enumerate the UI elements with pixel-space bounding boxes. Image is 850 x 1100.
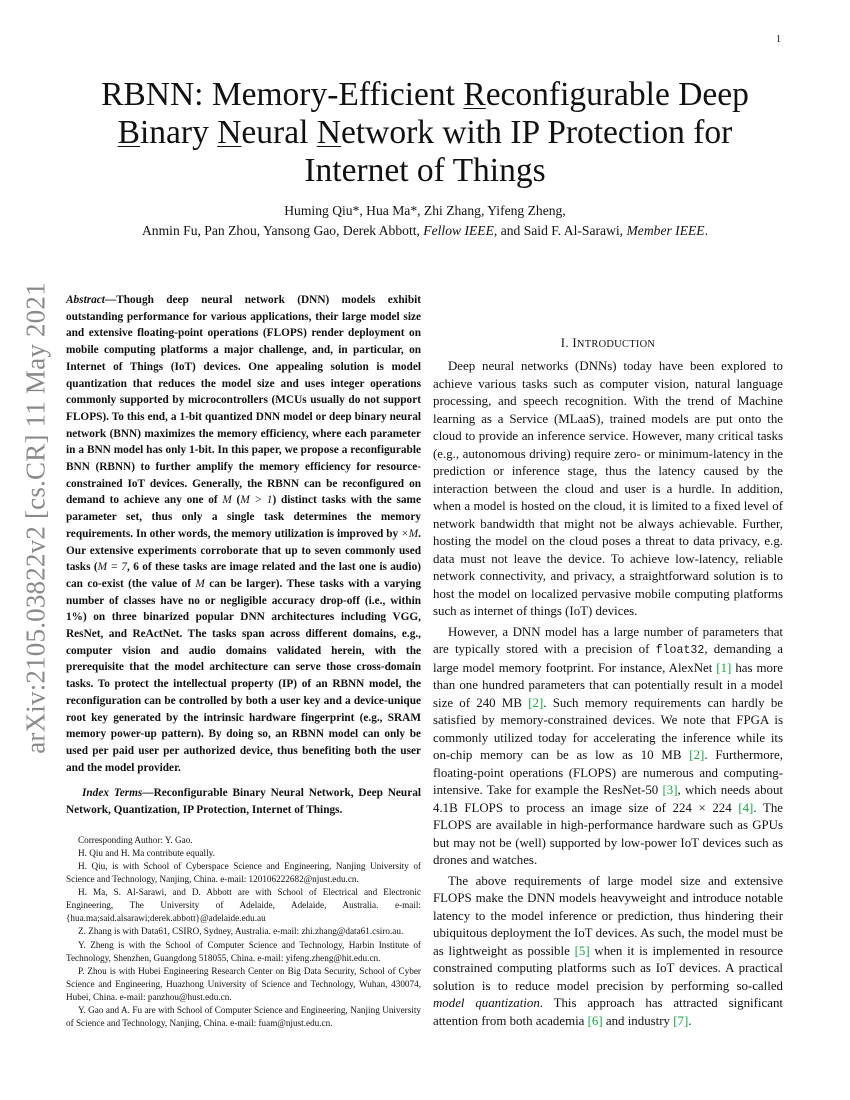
- footnote: P. Zhou is with Hubei Engineering Research Center on Big Data Security, School of Cyber Science and Engineering, Huazhong University of Science and Technology, Wuhan, 430074, Hubei, China. e-mail: panzhou@hust.edu.cn.: [66, 965, 421, 1002]
- author-line-1: Huming Qiu*, Hua Ma*, Zhi Zhang, Yifeng Zheng,: [284, 203, 566, 218]
- left-column: [66, 292, 421, 1030]
- footnote: H. Ma, S. Al-Sarawi, and D. Abbott are with School of Electrical and Electronic Engineering, The University of Adelaide, Adelaide, Australia. e-mail: {hua.ma;said.alsarawi;derek.abbott}@adelaide.edu.au: [66, 887, 421, 924]
- arxiv-watermark: [20, 282, 51, 754]
- citation-link[interactable]: [7]: [673, 1013, 689, 1028]
- citation-link[interactable]: [1]: [716, 660, 732, 675]
- index-terms-label: Index Terms: [82, 787, 143, 800]
- arxiv-id: arXiv:2105.03822v2 [cs.CR] 11 May 2021: [20, 282, 51, 754]
- citation-link[interactable]: [3]: [662, 783, 678, 797]
- inline-code: float32: [655, 644, 705, 657]
- footnote: Z. Zhang is with Data61, CSIRO, Sydney, Australia. e-mail: zhi.zhang@data61.csiro.au.: [78, 926, 404, 937]
- page-number: 1: [776, 34, 781, 45]
- citation-link[interactable]: [2]: [689, 748, 705, 762]
- section-heading-introduction: I. INTRODUCTION: [560, 336, 656, 350]
- citation-link[interactable]: [6]: [587, 1013, 603, 1028]
- index-terms: Index Terms—Reconfigurable Binary Neural Network, Deep Neural Network, Quantization, IP Protection, Internet of Things.: [66, 787, 421, 817]
- citation-link[interactable]: [4]: [738, 800, 754, 815]
- author-list: [60, 201, 790, 241]
- footnote: H. Qiu, is with School of Cyberspace Science and Engineering, Nanjing University of Science and Technology, Nanjing, China. e-mail: 120106222682@njust.edu.cn.: [66, 860, 421, 885]
- introduction-body: [433, 358, 783, 1030]
- footnotes: [66, 834, 421, 1030]
- abstract-label: Abstract: [66, 294, 105, 306]
- paragraph: The above requirements of large model size and extensive FLOPS make the DNN models heavyweight and introduce notable latency to the model inference or prediction, thus hindering their ubiquitous deployment the IoT devices. As such, the model must be as lightweight as possible [5] when it is implemented in resource constrained computing platforms such as IoT devices. A practical solution is to reduce model precision by performing so-called model quantization. This approach has attracted significant attention from both academia [6] and industry [7].: [433, 873, 783, 1028]
- right-column: [433, 336, 783, 1030]
- abstract: Abstract—Though deep neural network (DNN) models exhibit outstanding performance for various applications, their large model size and extensive floating-point operations (FLOPS) render deployment on mobile computing platforms a major challenge, and, in particular, on Internet of Things (IoT) devices. One appealing solution is model quantization that reduces the model size and uses integer operations commonly supported by microcontrollers (MCUs usually do not support FLOPS). To this end, a 1-bit quantized DNN model or deep binary neural network (BNN) maximizes the memory efficiency, where each parameter in a BNN model has only 1-bit. In this paper, we propose a reconfigurable BNN (RBNN) to further amplify the memory efficiency for resource-constrained IoT devices. Generally, the RBNN can be reconfigured on demand to achieve any one of M (M > 1) distinct tasks with the same parameter set, thus only a single task determines the memory requirements. In other words, the memory utilization is improved by ×M. Our extensive experiments corroborate that up to seven commonly used tasks (M = 7, 6 of these tasks are image related and the last one is audio) can co-exist (the value of M can be larger). These tasks with a varying number of classes have no or negligible accuracy drop-off (i.e., within 1%) on three binarized popular DNN architectures including VGG, ResNet, and ReActNet. The tasks span across different domains, e.g., computer vision and audio domains validated herein, with the prerequisite that the model architecture can serve those cross-domain tasks. To protect the intellectual property (IP) of an RBNN model, the reconfiguration can be controlled by both a user key and a device-unique root key generated by the intrinsic hardware fingerprint (e.g., SRAM memory power-up pattern). By doing so, an RBNN model can only be used per paid user per authorized device, thus benefiting both the user and the model provider.: [66, 294, 421, 774]
- footnote: Corresponding Author: Y. Gao.: [78, 834, 193, 845]
- footnote: H. Qiu and H. Ma contribute equally.: [78, 847, 215, 858]
- paragraph: However, a DNN model has a large number of parameters that are typically stored with a precision of float32, demanding a large model memory footprint. For instance, AlexNet [1] has more than one hundred parameters that can potentially result in a model size of 240 MB [2]. Such memory requirements can hardly be satisfied by memory-constrained devices. We note that FPGA is commonly utilized today for accelerating the inference while its on-chip memory can be as low as 10 MB [2]. Furthermore, floating-point operations (FLOPS) are numerous and computing-intensive. Take for example the ResNet-50 [3], which needs about 4.1B FLOPS to process an image size of 224 × 224 [4]. The FLOPS are available in high-performance hardware such as GPUs but may not be (well) supported by low-power IoT devices such as drones and watches.: [433, 624, 784, 867]
- citation-link[interactable]: [5]: [574, 943, 590, 958]
- footnote: Y. Gao and A. Fu are with School of Computer Science and Engineering, Nanjing University of Science and Technology, Nanjing, China. e-mail: fuam@njust.edu.cn.: [66, 1005, 421, 1029]
- paragraph: Deep neural networks (DNNs) today have been explored to achieve various tasks such as computer vision, natural language processing, and speech recognition. With the trend of Machine learning as a Service (MLaaS), trained models are put onto the cloud to provide an inference service. However, many critical tasks (e.g., autonomous driving) require zero- or minimum-latency in the prediction or inference stage, thus the latency caused by the interaction between the cloud and user is a hurdle. In addition, when a model is hosted on the cloud, it is limited to a fixed level of network bandwidth that might not be always achievable. Further, hosting the model on the cloud poses a threat to data privacy, e.g. data must not leave the device. To achieve low-latency, reliable network connectivity, and privacy, a straightforward solution is to host the model on localized pervasive mobile computing platforms such as internet of things (IoT) devices.: [433, 359, 783, 618]
- footnote: Y. Zheng is with the School of Computer Science and Technology, Harbin Institute of Technology, Shenzhen, Guangdong 518055, China. e-mail: yifeng.zheng@hit.edu.cn.: [66, 939, 421, 963]
- citation-link[interactable]: [2]: [528, 695, 544, 710]
- paper-title: RBNN: Memory-Efficient Reconfigurable Deep Binary Neural Network with IP Protection for Internet of Things: [101, 76, 749, 189]
- author-line-2: Anmin Fu, Pan Zhou, Yansong Gao, Derek Abbott, Fellow IEEE, and Said F. Al-Sarawi, Member IEEE.: [141, 223, 709, 238]
